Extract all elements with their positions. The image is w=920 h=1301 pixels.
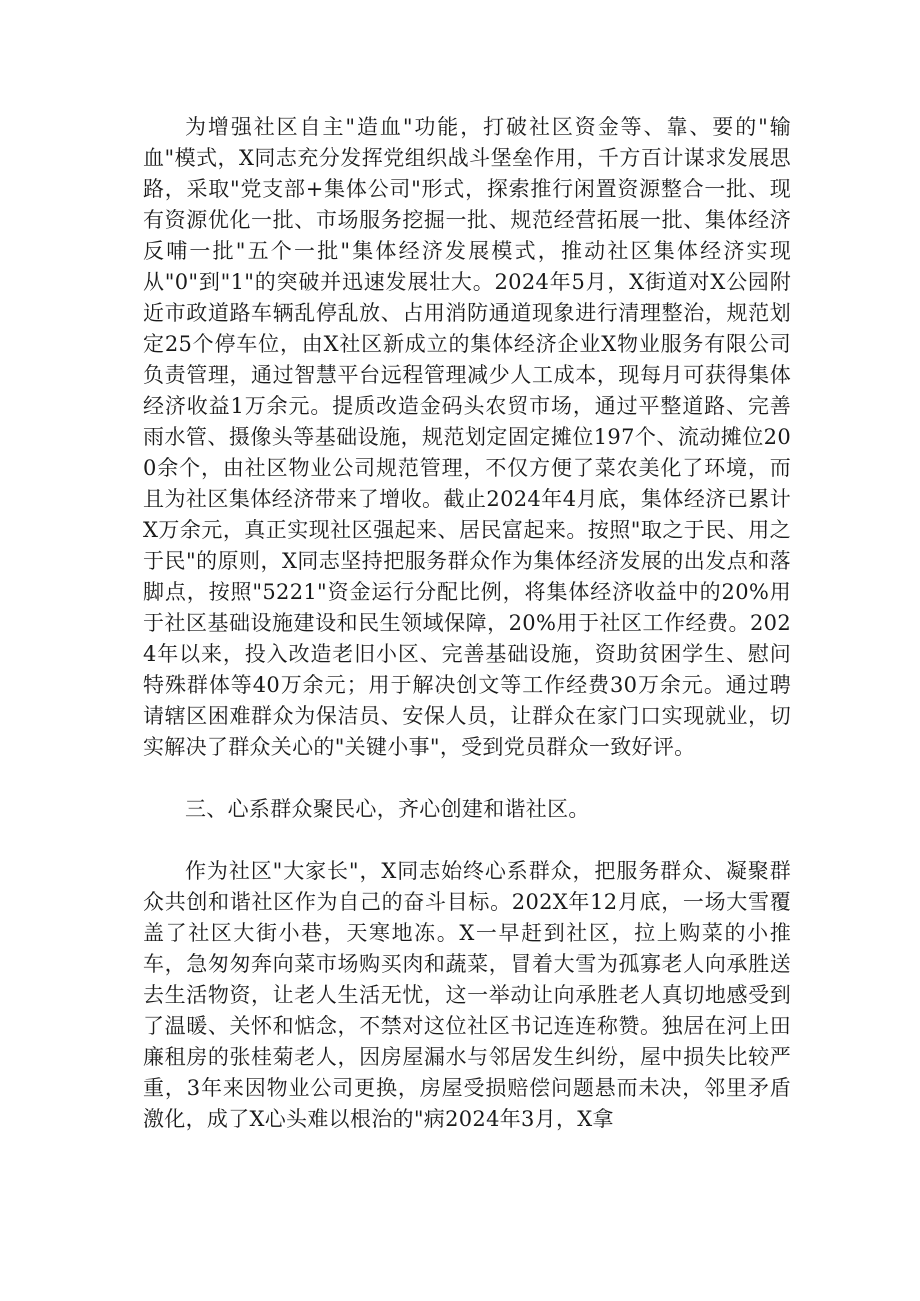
- paragraph-collective-economy: 为增强社区自主"造血"功能，打破社区资金等、靠、要的"输血"模式，X同志充分发挥党组织战斗堡垒作用，千方百计谋求发展思路，采取"党支部+集体公司"形式，探索推行闲置资源整合一批、现有资源优化一批、市场服务挖掘一批、规范经营拓展一批、集体经济反哺一批"五个一批"集体经济发展模式，推动社区集体经济实现从"0"到"1"的突破并迅速发展壮大。2024年5月，X街道对X公园附近市政道路车辆乱停乱放、占用消防通道现象进行清理整治，规范划定25个停车位，由X社区新成立的集体经济企业X物业服务有限公司负责管理，通过智慧平台远程管理减少人工成本，现每月可获得集体经济收益1万余元。提质改造金码头农贸市场，通过平整道路、完善雨水管、摄像头等基础设施，规范划定固定摊位197个、流动摊位200余个，由社区物业公司规范管理，不仅方便了菜农美化了环境，而且为社区集体经济带来了增收。截止2024年4月底，集体经济已累计X万余元，真正实现社区强起来、居民富起来。按照"取之于民、用之于民"的原则，X同志坚持把服务群众作为集体经济发展的出发点和落脚点，按照"5221"资金运行分配比例，将集体经济收益中的20%用于社区基础设施建设和民生领域保障，20%用于社区工作经费。2024年以来，投入改造老旧小区、完善基础设施，资助贫困学生、慰问特殊群体等40万余元；用于解决创文等工作经费30万余元。通过聘请辖区困难群众为保洁员、安保人员，让群众在家门口实现就业，切实解决了群众关心的"关键小事"，受到党员群众一致好评。: [143, 115, 791, 759]
- document-page: [143, 112, 791, 1135]
- section-heading-3: 三、心系群众聚民心，齐心创建和谐社区。: [185, 797, 590, 821]
- paragraph-serving-residents: 作为社区"大家长"，X同志始终心系群众，把服务群众、凝聚群众共创和谐社区作为自己的奋斗目标。202X年12月底，一场大雪覆盖了社区大街小巷，天寒地冻。X一早赶到社区，拉上购菜的小推车，急匆匆奔向菜市场购买肉和蔬菜，冒着大雪为孤寡老人向承胜送去生活物资，让老人生活无忧，这一举动让向承胜老人真切地感受到了温暖、关怀和惦念，不禁对这位社区书记连连称赞。独居在河上田廉租房的张桂菊老人，因房屋漏水与邻居发生纠纷，屋中损失比较严重，3年来因物业公司更换，房屋受损赔偿问题悬而未决，邻里矛盾激化，成了X心头难以根治的"病2024年3月，X拿: [143, 859, 791, 1131]
